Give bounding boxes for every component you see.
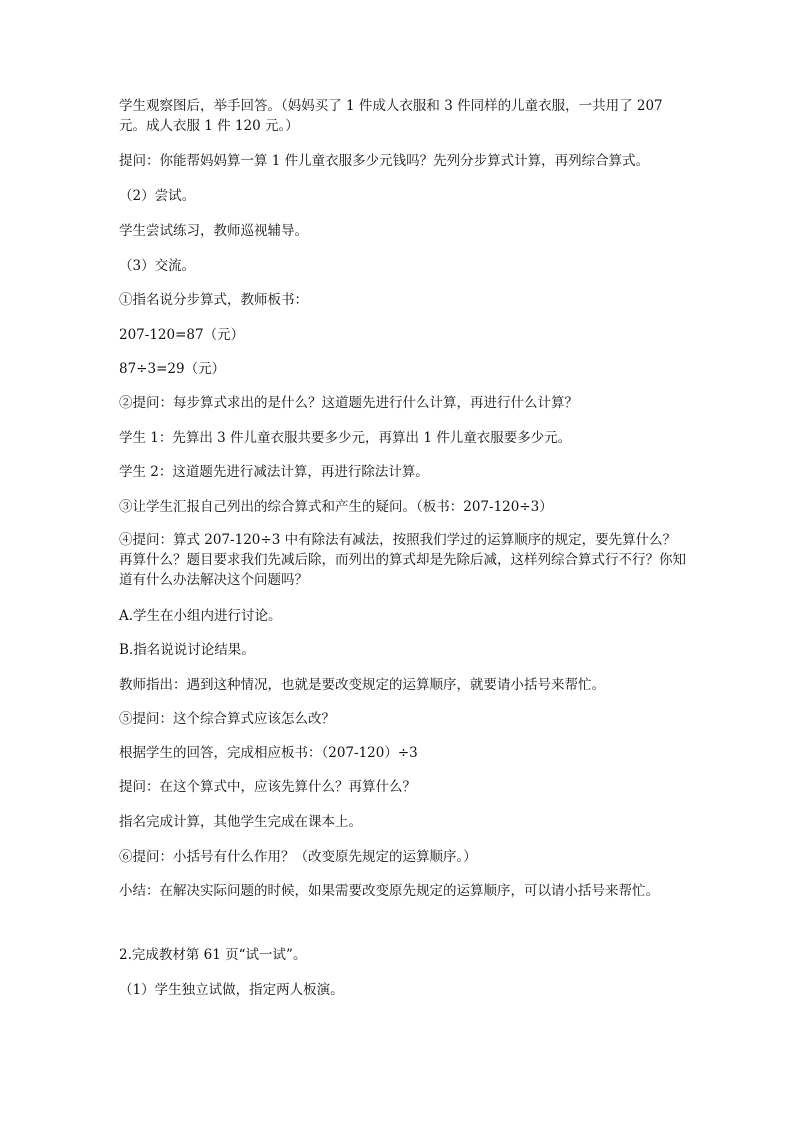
paragraph-question-1: 提问：你能帮妈妈算一算 1 件儿童衣服多少元钱吗？先列分步算式计算，再列综合算式。 <box>119 153 650 169</box>
paragraph-question-4: ⑤提问：这个综合算式应该怎么改？ <box>119 711 335 727</box>
paragraph-board: 根据学生的回答，完成相应板书：（207-120）÷3 <box>119 745 418 761</box>
paragraph-formula-1: 207-120=87（元） <box>119 327 245 343</box>
paragraph-student-1: 学生 1：先算出 3 件儿童衣服共要多少元，再算出 1 件儿童衣服要多少元。 <box>119 430 572 446</box>
paragraph-discussion-b: B.指名说说讨论结果。 <box>119 642 255 658</box>
paragraph-stepwise: ①指名说分步算式，教师板书： <box>119 292 308 308</box>
paragraph-summary: 小结：在解决实际问题的时候，如果需要改变原先规定的运算顺序，可以请小括号来帮忙。 <box>119 883 659 899</box>
paragraph-teacher-note: 教师指出：遇到这种情况，也就是要改变规定的运算顺序，就要请小括号来帮忙。 <box>119 677 605 693</box>
paragraph-question-5: 提问：在这个算式中，应该先算什么？再算什么？ <box>119 779 416 795</box>
paragraph-practice: 学生尝试练习，教师巡视辅导。 <box>119 223 308 239</box>
paragraph-observation: 学生观察图后，举手回答。（妈妈买了 1 件成人衣服和 3 件同样的儿童衣服，一共用了 207 元。成人衣服 1 件 120 元。） <box>119 98 667 134</box>
paragraph-question-3: ④提问：算式 207-120÷3 中有除法有减法，按照我们学过的运算顺序的规定，要先算什么？再算什么？题目要求我们先减后除，而列出的算式却是先除后减，这样列综合算式行不行？你知道有什么办法解决这个问题吗？ <box>119 532 686 588</box>
paragraph-step-exchange: （3）交流。 <box>119 258 196 274</box>
paragraph-calculation: 指名完成计算，其他学生完成在课本上。 <box>119 814 362 830</box>
paragraph-student-2: 学生 2：这道题先进行减法计算，再进行除法计算。 <box>119 464 429 480</box>
paragraph-exercise-step: （1）学生独立试做，指定两人板演。 <box>119 982 344 998</box>
paragraph-question-2: ②提问：每步算式求出的是什么？这道题先进行什么计算，再进行什么计算？ <box>119 395 578 411</box>
paragraph-report: ③让学生汇报自己列出的综合算式和产生的疑问。（板书：207-120÷3） <box>119 499 553 515</box>
paragraph-step-try: （2）尝试。 <box>119 188 196 204</box>
paragraph-formula-2: 87÷3=29（元） <box>119 361 226 377</box>
paragraph-exercise: 2.完成教材第 61 页“试一试”。 <box>119 947 307 963</box>
paragraph-question-6: ⑥提问：小括号有什么作用？（改变原先规定的运算顺序。） <box>119 849 477 865</box>
paragraph-discussion-a: A.学生在小组内进行讨论。 <box>119 608 282 624</box>
